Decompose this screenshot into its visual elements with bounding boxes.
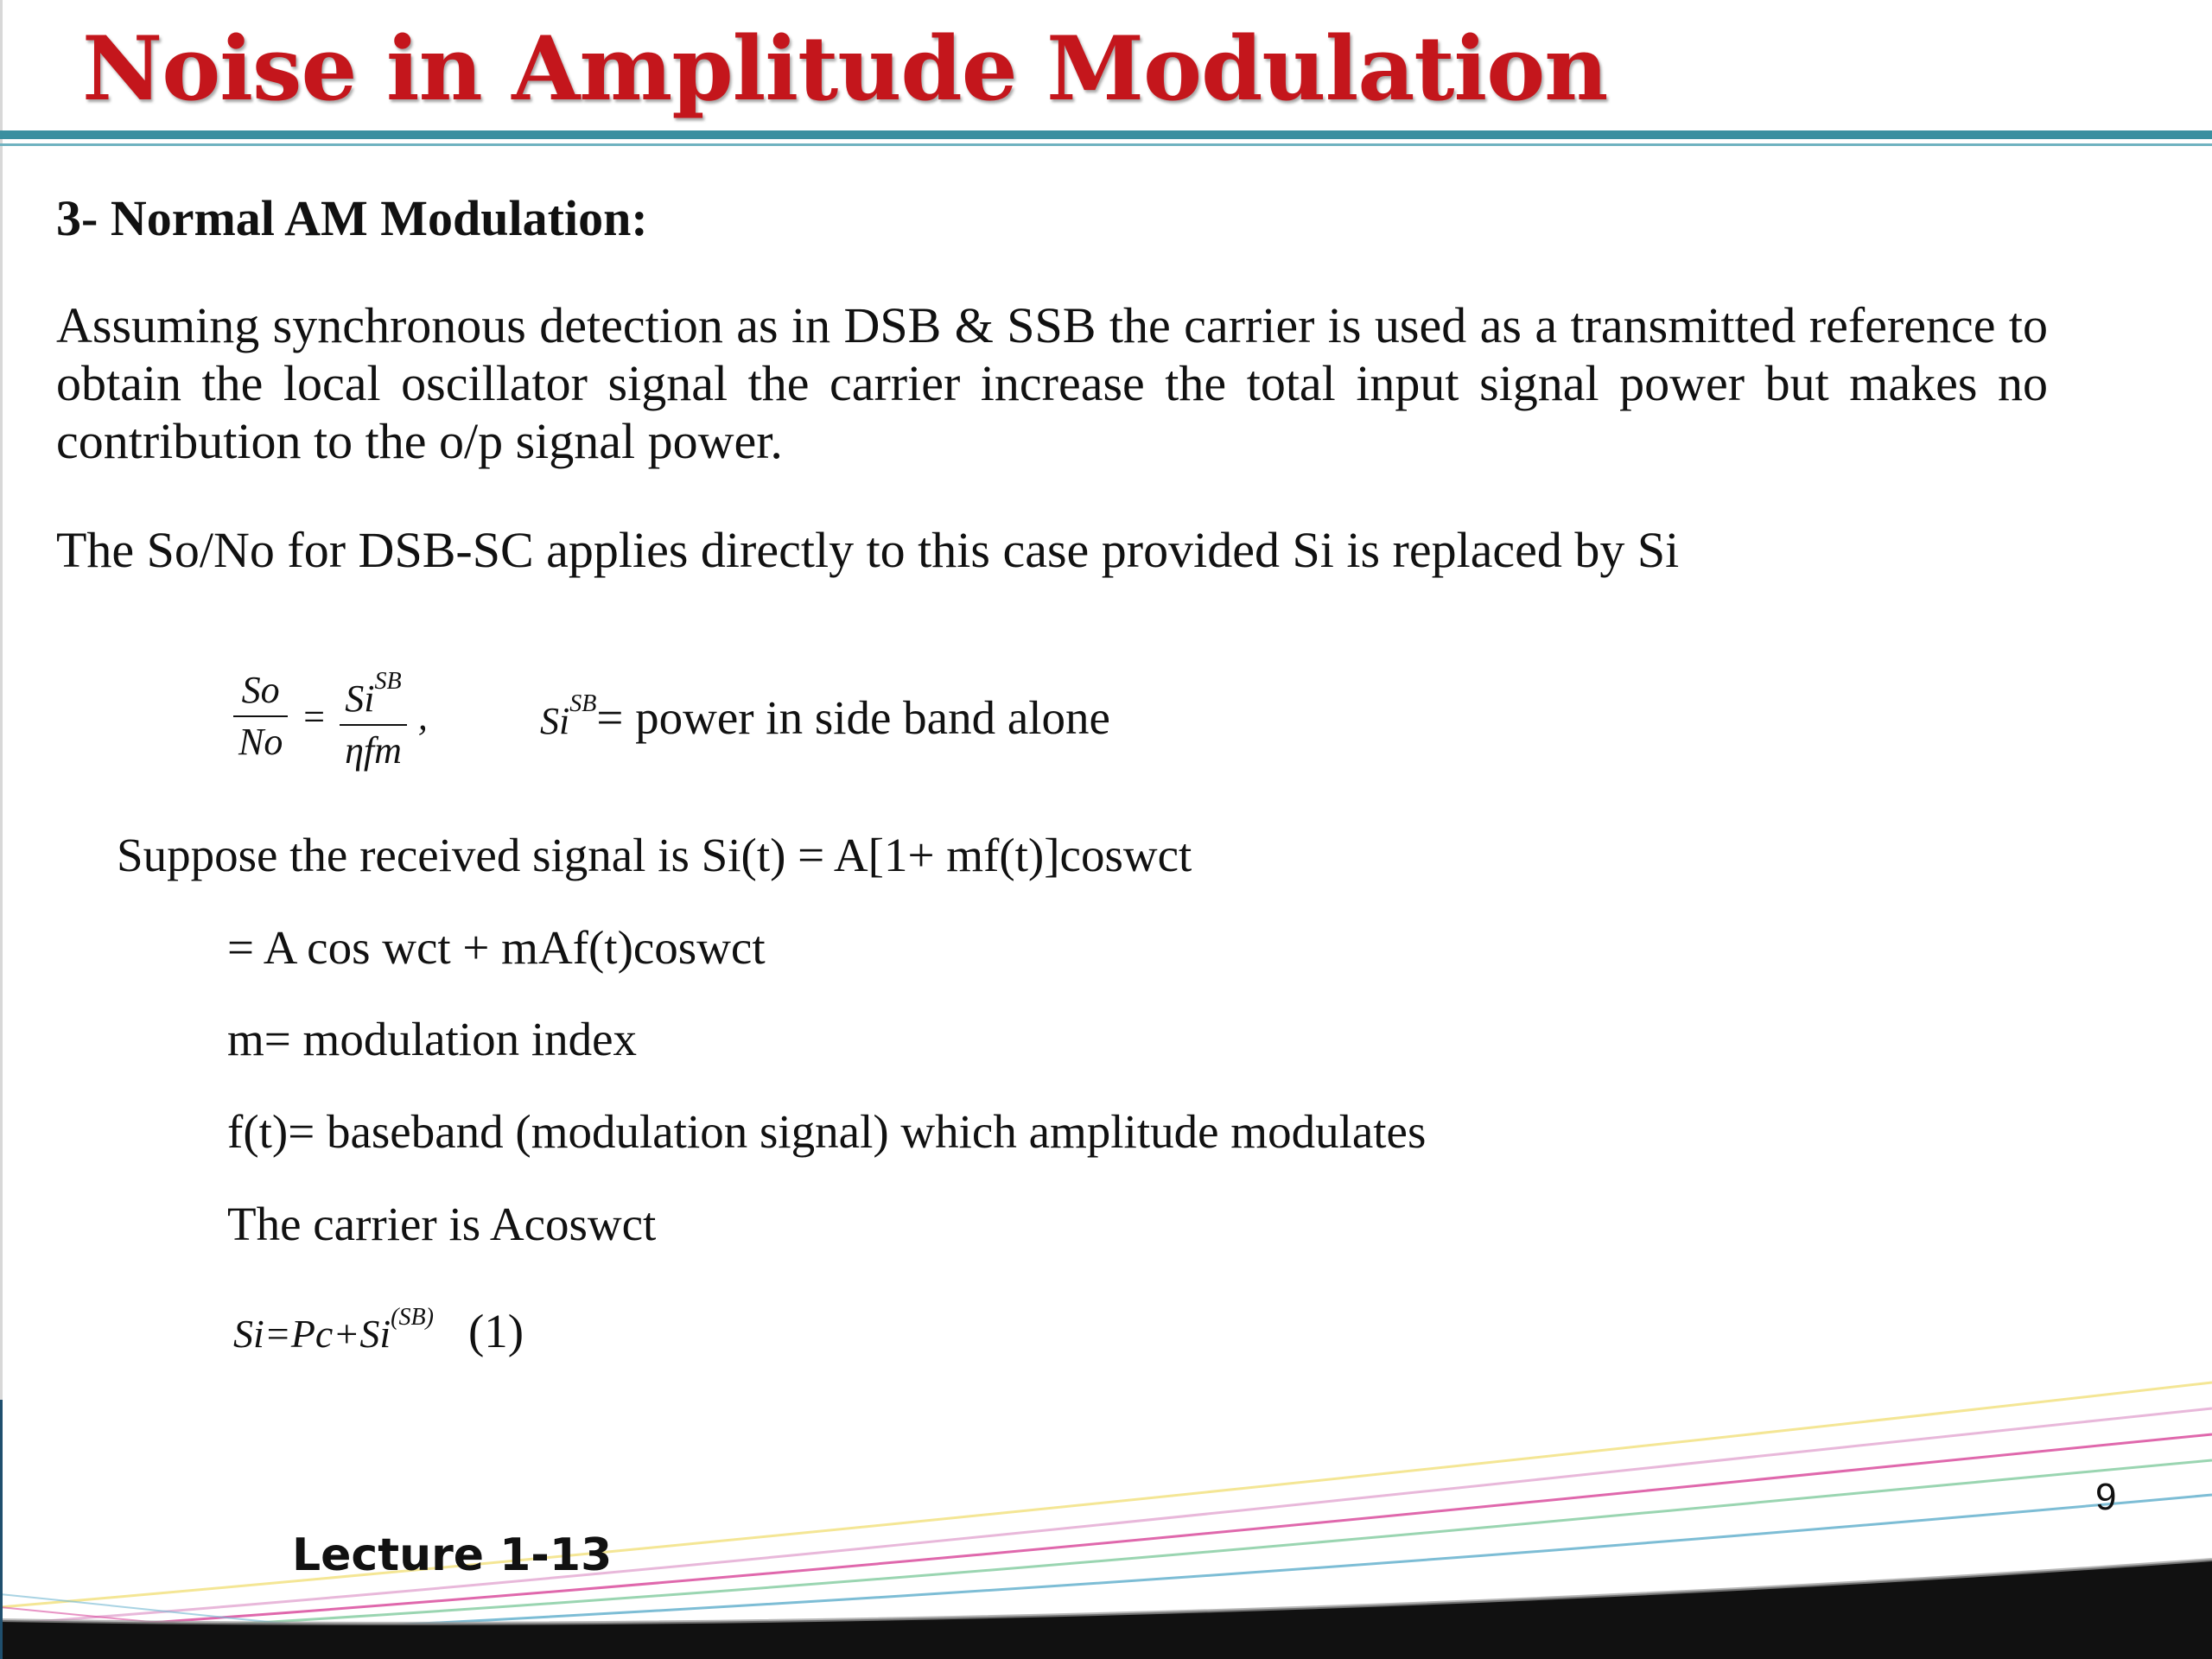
fraction-si-eta-fm [340,657,407,776]
decorative-swoosh [0,1348,2212,1659]
paragraph-so-no: The So/No for DSB-SC applies directly to this case provided Si is replaced by Si [56,522,1680,578]
eq1-tag: (1) [467,1305,524,1357]
line-modulation-index: m= modulation index [227,1013,638,1065]
eq1-mid: =Pc+Si [264,1312,391,1356]
numerator-so: So [233,665,288,717]
si-symbol: Si [345,677,375,720]
denominator-no: No [238,721,283,763]
footer-lecture: Lecture 1-13 [292,1529,613,1581]
definition-si-sb [540,674,1110,752]
equation-comma: , [417,695,428,738]
title-rule [0,130,2212,139]
line-baseband: f(t)= baseband (modulation signal) which amplitude modulates [227,1105,1427,1158]
page-number: 9 [2095,1476,2117,1518]
sb-superscript: SB [374,668,402,695]
equation-so-no [233,657,428,776]
def-superscript: SB [569,690,597,717]
line-carrier: The carrier is Acoswct [227,1198,657,1250]
def-text: = power in side band alone [596,691,1110,744]
paragraph-synchronous-detection: Assuming synchronous detection as in DSB & SSB the carrier is used as a transmitted reference to obtain the local oscillator signal the carrier increase the total input signal power but makes no contribution to the o/p signal power. [56,297,2048,469]
line-received-signal: Suppose the received signal is Si(t) = A[1+ mf(t)]coswct [117,829,1192,881]
fraction-so-no [233,665,288,767]
equals-sign: = [301,695,327,738]
def-symbol: Si [540,700,570,742]
eq1-lhs: Si [233,1312,264,1356]
denominator-eta-fm: ηfm [345,729,402,772]
numerator-si-sb [340,657,407,726]
slide-title: Noise in Amplitude Modulation [82,17,1608,121]
eq1-superscript: (SB) [391,1304,434,1331]
title-rule-thin [0,143,2212,146]
section-heading: 3- Normal AM Modulation: [56,190,648,246]
line-expansion: = A cos wct + mAf(t)coswct [227,921,766,974]
